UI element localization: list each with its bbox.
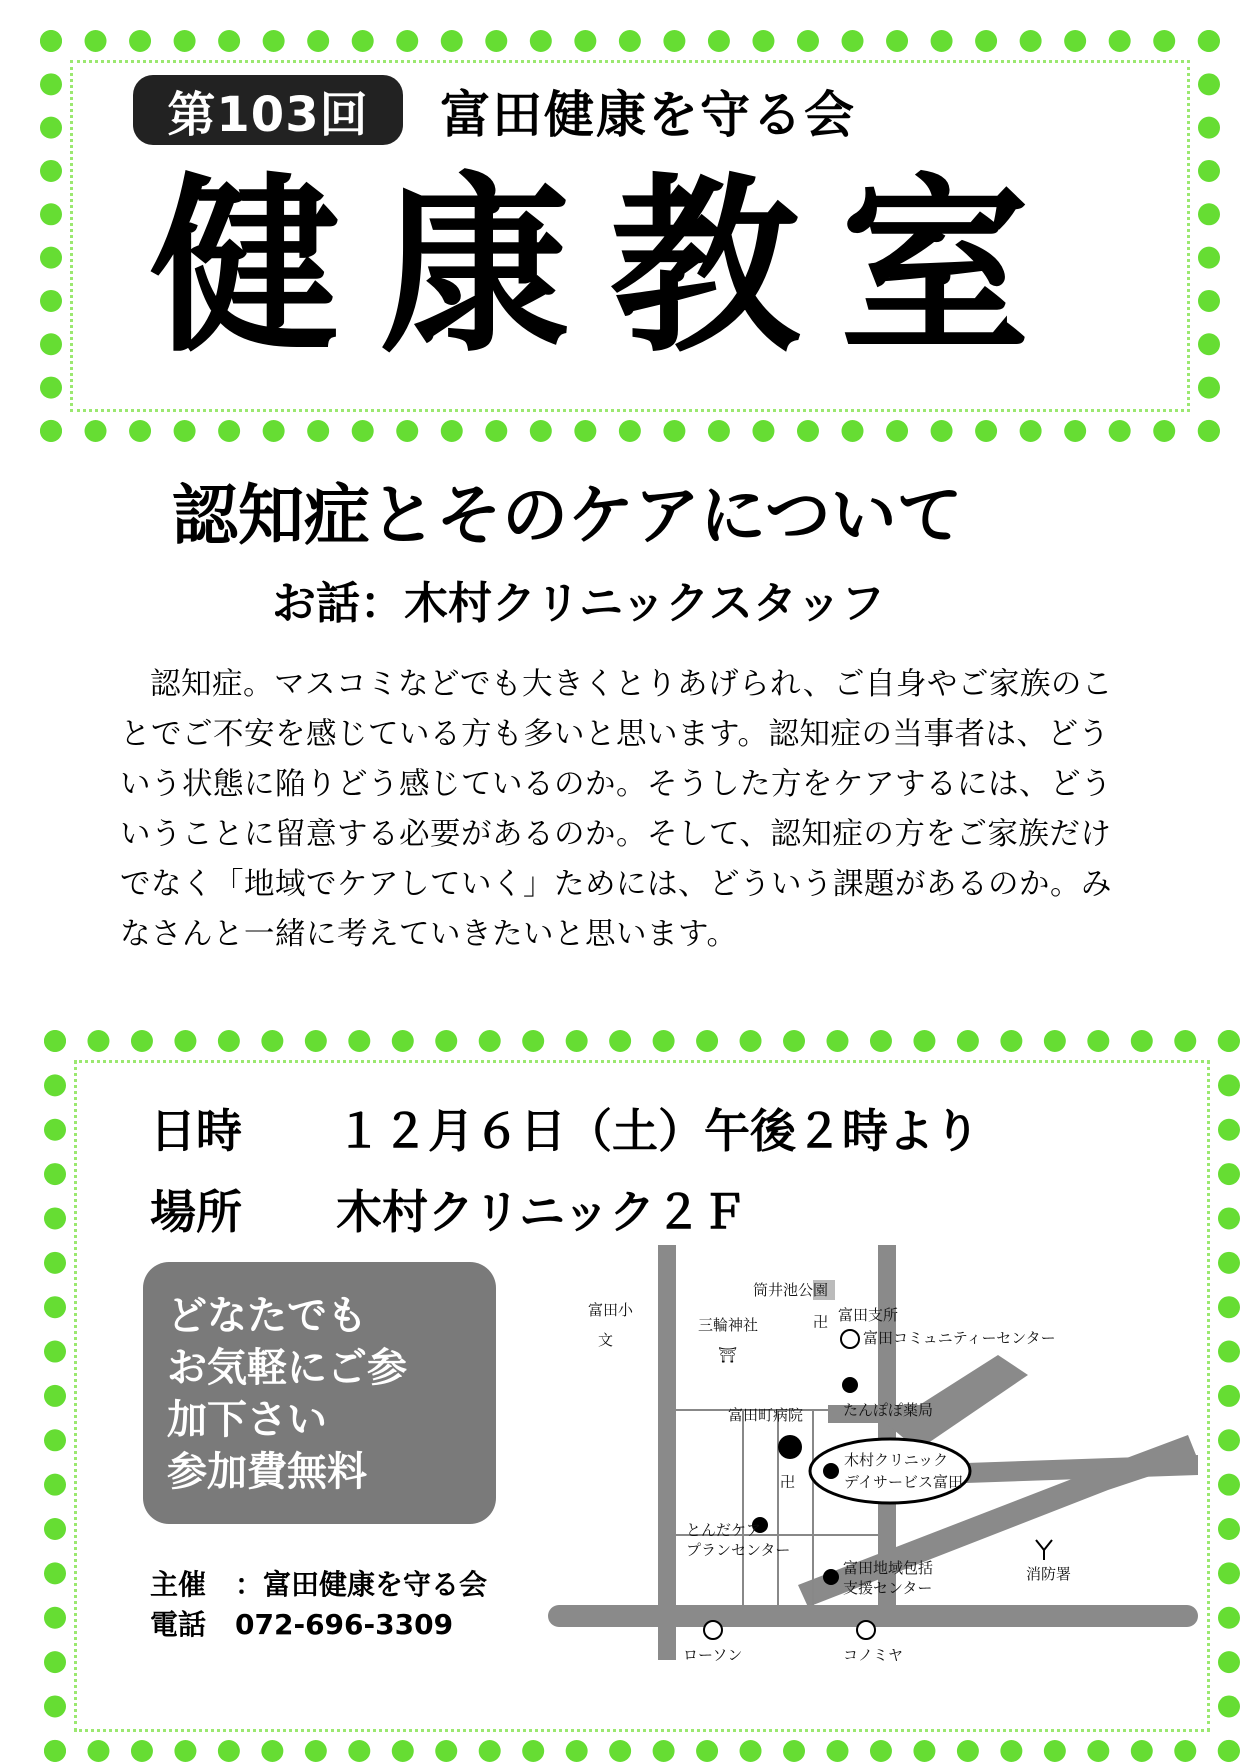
map-label-support-center-1: 富田地域包括 bbox=[843, 1559, 934, 1577]
map-label-care-center-1: とんだケア bbox=[686, 1521, 762, 1539]
map-label-konomiya: コノミヤ bbox=[843, 1646, 904, 1664]
date-value: １２月６日（土）午後２時より bbox=[336, 1104, 981, 1158]
fire-station-icon bbox=[1036, 1540, 1052, 1560]
date-label: 日時 bbox=[150, 1104, 242, 1158]
map-label-clinic-1: 木村クリニック bbox=[844, 1451, 949, 1469]
organizer-info bbox=[150, 1565, 487, 1645]
map-label-hospital: 富田町病院 bbox=[728, 1406, 804, 1424]
clinic-marker bbox=[823, 1463, 839, 1479]
phone-row bbox=[150, 1605, 487, 1645]
temple-icon: 卍 bbox=[813, 1313, 829, 1331]
branch-office-marker bbox=[841, 1330, 859, 1348]
shrine-icon: ⛩ bbox=[718, 1346, 738, 1364]
host-row bbox=[150, 1565, 487, 1605]
map-label-support-center-2: 支援センター bbox=[843, 1579, 933, 1597]
place-value: 木村クリニック２Ｆ bbox=[336, 1185, 748, 1239]
hospital-marker bbox=[778, 1435, 802, 1459]
date-row bbox=[150, 1095, 980, 1161]
map-label-clinic-2: デイサービス富田 bbox=[844, 1473, 963, 1491]
school-icon: 文 bbox=[598, 1331, 614, 1349]
phone-value: 072-696-3309 bbox=[235, 1608, 454, 1641]
access-map bbox=[548, 1235, 1198, 1675]
map-label-park: 筒井池公園 bbox=[753, 1281, 829, 1299]
place-label: 場所 bbox=[150, 1185, 242, 1239]
map-label-shrine: 三輪神社 bbox=[698, 1316, 759, 1334]
host-label: 主催 bbox=[150, 1568, 207, 1601]
description-paragraph: 認知症。マスコミなどでも大きくとりあげられ、ご自身やご家族のことでご不安を感じている方も多いと思います。認知症の当事者は、どういう状態に陥りどう感じているのか。そうした方をケアするには、どういうことに留意する必要があるのか。そして、認知症の方をご家族だけでなく「地域でケアしていく」ためには、どういう課題があるのか。みなさんと一緒に考えていきたいと思います。 bbox=[120, 667, 1113, 952]
welcome-line: お気軽にご参 bbox=[167, 1345, 407, 1391]
pharmacy-marker bbox=[842, 1377, 858, 1393]
map-label-fire-station: 消防署 bbox=[1026, 1565, 1072, 1583]
support-center-marker bbox=[823, 1569, 839, 1585]
welcome-line: どなたでも bbox=[167, 1293, 367, 1339]
map-label-school: 富田小 bbox=[588, 1301, 634, 1319]
edition-badge: 第103回 bbox=[133, 75, 403, 145]
place-row bbox=[150, 1176, 747, 1242]
speaker-line: お話：木村クリニックスタッフ bbox=[272, 578, 885, 629]
welcome-line: 参加費無料 bbox=[167, 1449, 367, 1495]
temple-icon: 卍 bbox=[780, 1473, 796, 1491]
lawson-marker bbox=[704, 1621, 722, 1639]
welcome-box bbox=[143, 1262, 496, 1524]
host-value: ：富田健康を守る会 bbox=[235, 1568, 488, 1601]
phone-label: 電話 bbox=[150, 1608, 207, 1641]
welcome-line: 加下さい bbox=[167, 1397, 327, 1443]
map-label-pharmacy: たんぽぽ薬局 bbox=[843, 1401, 934, 1419]
main-title: 健康教室 bbox=[150, 157, 1071, 378]
organization-title: 富田健康を守る会 bbox=[440, 86, 856, 144]
map-label-lawson: ローソン bbox=[683, 1646, 743, 1664]
map-label-care-center-2: プランセンター bbox=[686, 1541, 791, 1559]
konomiya-marker bbox=[857, 1621, 875, 1639]
map-label-branch-office: 富田支所 bbox=[838, 1306, 899, 1324]
topic-title: 認知症とそのケアについて bbox=[172, 477, 963, 554]
map-label-community-center: 富田コミュニティーセンター bbox=[863, 1329, 1056, 1347]
